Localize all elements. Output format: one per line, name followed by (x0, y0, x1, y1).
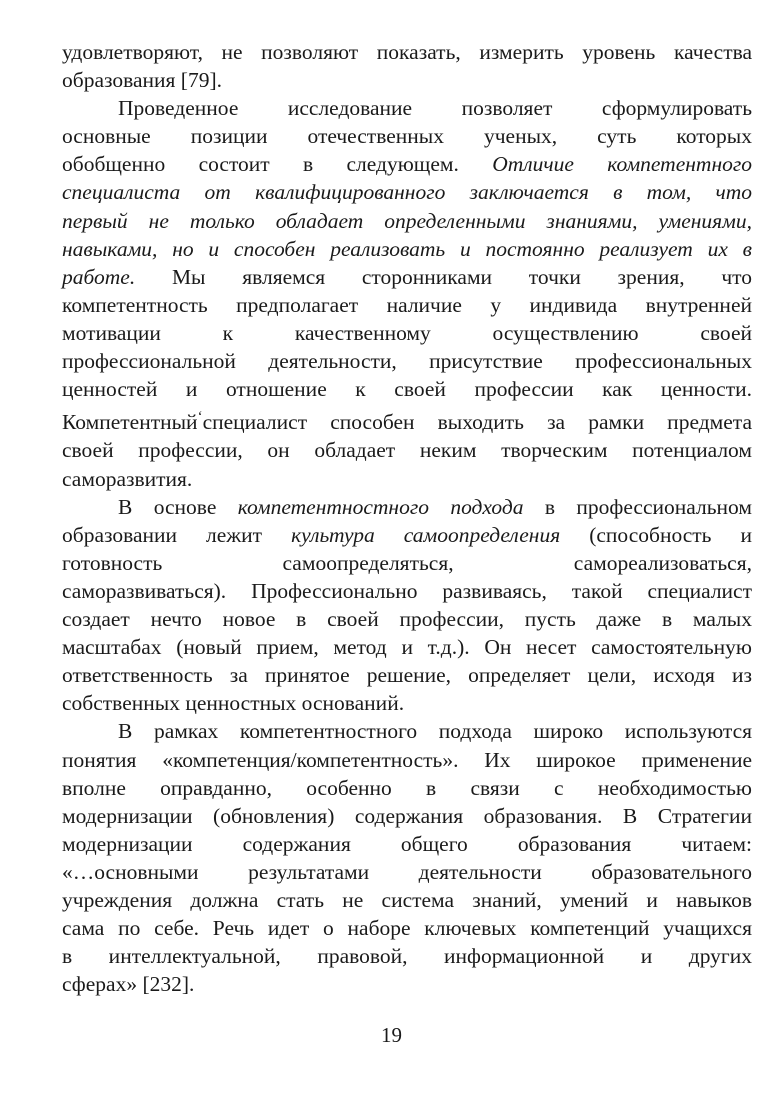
text-line: саморазвиваться). Профессионально развиваясь, такой специалист (62, 578, 752, 603)
text-line: основные позиции отечественных ученых, суть которых (62, 124, 752, 149)
text-line: понятия «компетенция/компетентность». Их широкое применение (62, 747, 752, 772)
text-line: образовании лежит культура самоопределения (способность и (62, 522, 752, 547)
italic-emphasis: культура самоопределения (291, 522, 561, 547)
italic-emphasis: навыками, но и способен реализовать и постоянно реализует их в (62, 236, 752, 261)
text-line: обобщенно состоит в следующем. Отличие компетентного (62, 152, 752, 177)
text-line: готовность самоопределяться, самореализоваться, (62, 550, 752, 575)
text-line: ответственность за принятое решение, определяет цели, исходя из (62, 663, 752, 688)
text-line: сама по себе. Речь идет о наборе ключевых компетенций учащихся (62, 916, 752, 941)
paragraph-4 (62, 717, 752, 998)
italic-emphasis: специалиста от квалифицированного заключается в том, что (62, 180, 752, 205)
text-line: образования [79]. (62, 68, 222, 93)
text-line: сферах» [232]. (62, 972, 195, 997)
text-line: Проведенное исследование позволяет сформулировать (118, 96, 752, 121)
text-line: создает нечто новое в своей профессии, пусть даже в малых (62, 607, 752, 632)
italic-emphasis: Отличие компетентного (492, 152, 752, 177)
text-line (62, 178, 752, 206)
paragraph-3 (62, 493, 752, 718)
text-line: модернизации (обновления) содержания образования. В Стратегии (62, 803, 752, 828)
text-line: модернизации содержания общего образования читаем: (62, 831, 752, 856)
text-line: В основе компетентностного подхода в профессиональном (118, 494, 752, 519)
text-line: мотивации к качественному осуществлению своей (62, 320, 752, 345)
print-speck: ʻ (197, 409, 203, 426)
text-line: работе. Мы являемся сторонниками точки зрения, что (62, 264, 752, 289)
text-line: В рамках компетентностного подхода широко используются (118, 719, 752, 744)
text-line: профессиональной деятельности, присутствие профессиональных (62, 349, 752, 374)
text-line: Компетентный$^ʻ$специалист способен выходить за рамки предмета (62, 409, 752, 435)
text-line (62, 235, 752, 263)
text-line: собственных ценностных оснований. (62, 691, 405, 716)
page-number: 19 (381, 1023, 402, 1047)
text-line: вполне оправданно, особенно в связи с необходимостью (62, 775, 752, 800)
text-line: в интеллектуальной, правовой, информационной и других (62, 944, 752, 969)
text-line: масштабах (новый прием, метод и т.д.). Он несет самостоятельную (62, 635, 752, 660)
italic-emphasis: первый не только обладает определенными знаниями, умениями, (62, 208, 752, 233)
text-line: саморазвития. (62, 466, 193, 491)
text-line: учреждения должна стать не система знаний, умений и навыков (62, 887, 752, 912)
text-line: компетентность предполагает наличие у индивида внутренней (62, 292, 752, 317)
paragraph-1 (62, 38, 752, 94)
text-line: своей профессии, он обладает неким творческим потенциалом (62, 438, 752, 463)
italic-emphasis: работе. (62, 264, 136, 289)
text-line (62, 207, 752, 235)
document-page (62, 38, 752, 998)
paragraph-2 (62, 94, 752, 492)
italic-emphasis: компетентностного подхода (237, 494, 524, 519)
text-line: удовлетворяют, не позволяют показать, измерить уровень качества (62, 40, 752, 64)
text-line: ценностей и отношение к своей профессии как ценности. (62, 377, 752, 402)
text-line: «…основными результатами деятельности образовательного (62, 859, 752, 884)
